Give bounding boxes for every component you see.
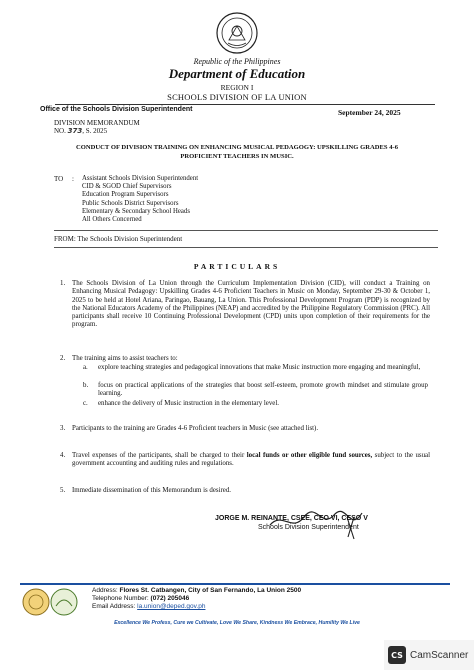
- email-link[interactable]: la.union@deped.gov.ph: [137, 603, 206, 610]
- recipient-item: Education Program Supervisors: [82, 191, 169, 199]
- address-row: [92, 587, 301, 595]
- signatory-title: Schools Division Superintendent: [258, 524, 359, 531]
- aim-text: enhance the delivery of Music instruction in the elementary level.: [98, 400, 280, 407]
- deped-seal-icon: [216, 12, 258, 54]
- aim-letter: c.: [83, 400, 88, 407]
- recipient-list: [82, 175, 198, 224]
- paragraph-1-text: The Schools Division of La Union through the Curriculum Implementation Division (CID), will conduct a Training on Enhancing Musical Pedagogy: Upskilling Grades 4-6 Proficient Teachers in Music on Monday, September 29-30 & October 1, 2025 to be held at Hotel Ariana, Paringao, Bauang, La Union. This Professional Development Program (PDP) is recognized by the National Educators Academy of the Philippines (NEAP) and accredited by the Philippine Regulatory Commission (PRC). All participants shall receive 10 Continuing Professional Development (CPD) units upon completion of their requirements for the program.: [72, 280, 430, 329]
- phone-label: Telephone Number:: [92, 595, 149, 602]
- aim-letter: a.: [83, 364, 88, 371]
- memo-title: DIVISION MEMORANDUM: [54, 119, 140, 127]
- address-label: Address:: [92, 587, 118, 594]
- aim-item: [83, 382, 428, 399]
- recipient-item: Public Schools District Supervisors: [82, 199, 179, 207]
- signatory-name: JORGE M. REINANTE, CSEE, CEO VI, CESO V: [215, 515, 368, 522]
- paragraph-3-text: Participants to the training are Grades 4-6 Proficient teachers in Music (see attached list).: [72, 425, 319, 432]
- paragraph-number: 2.: [60, 355, 66, 362]
- to-label-text: TO: [54, 175, 64, 183]
- from-line: FROM: The Schools Division Superintendent: [54, 235, 183, 243]
- to-colon: :: [71, 175, 74, 183]
- memo-number-handwritten: 373: [67, 127, 83, 135]
- email-label: Email Address:: [92, 603, 136, 610]
- paragraph-3: [60, 425, 430, 433]
- from-divider: [54, 247, 438, 248]
- recipient-item: All Others Concerned: [82, 216, 142, 224]
- camscanner-watermark: [384, 640, 474, 670]
- header-divider: [55, 104, 435, 105]
- memo-date: September 24, 2025: [338, 108, 401, 117]
- paragraph-number: 5.: [60, 487, 66, 494]
- email-row: [92, 603, 301, 611]
- paragraph-number: 4.: [60, 452, 66, 459]
- paragraph-1: [60, 280, 430, 330]
- camscanner-icon: CS: [388, 646, 406, 664]
- paragraph-number: 3.: [60, 425, 66, 432]
- division-header: SCHOOLS DIVISION OF LA UNION: [167, 92, 307, 102]
- paragraph-2: [60, 355, 430, 363]
- aim-item: [83, 400, 428, 408]
- department-header: Department of Education: [168, 66, 306, 81]
- signature-image: [262, 503, 372, 543]
- address-value: Flores St. Catbangen, City of San Fernando, La Union 2500: [119, 587, 302, 594]
- paragraph-number: 1.: [60, 280, 66, 287]
- recipient-item: CID & SGOD Chief Supervisors: [82, 183, 172, 191]
- recipient-item: Assistant Schools Division Superintendent: [82, 175, 199, 182]
- footer-tagline: Excellence We Profess, Cure we Cultivate, Love We Share, Kindness We Embrace, Humility We Live: [114, 620, 360, 626]
- particulars-heading: PARTICULARS: [193, 262, 281, 271]
- paragraph-4: [60, 452, 431, 469]
- memo-series: , S. 2025: [82, 127, 108, 135]
- to-divider: [54, 230, 438, 231]
- region-header: REGION I: [220, 83, 254, 92]
- aim-text: focus on practical applications of the strategies that boost self-esteem, promote growth mindset and stimulate group learning.: [98, 382, 428, 398]
- camscanner-label: CamScanner: [410, 649, 469, 661]
- office-label: Office of the Schools Division Superintendent: [40, 106, 193, 113]
- recipient-item: Elementary & Secondary School Heads: [82, 207, 190, 215]
- memo-number: [54, 127, 107, 135]
- aim-text: explore teaching strategies and pedagogical innovations that make Music instruction more engaging and meaningful,: [98, 364, 421, 371]
- paragraph-2-text: The training aims to assist teachers to:: [72, 355, 178, 362]
- aim-letter: b.: [83, 382, 89, 389]
- paragraph-4-text-a: Travel expenses of the participants, shall be charged to their: [72, 452, 247, 459]
- memo-number-prefix: NO.: [54, 127, 66, 135]
- republic-header: Republic of the Philippines: [193, 57, 281, 66]
- to-label: [54, 175, 74, 183]
- footer-divider: [20, 583, 450, 585]
- memo-subject: CONDUCT OF DIVISION TRAINING ON ENHANCING MUSICAL PEDAGOGY: UPSKILLING GRADES 4-6 PROFICIENT TEACHERS IN MUSIC.: [75, 144, 399, 160]
- phone-row: [92, 595, 301, 603]
- footer-contact: [92, 587, 301, 611]
- paragraph-4-text-b: subject to the usual government accounting and auditing rules and regulations.: [72, 452, 431, 468]
- paragraph-5-text: Immediate dissemination of this Memorandum is desired.: [72, 487, 232, 494]
- paragraph-4-bold: local funds or other eligible fund sources,: [246, 452, 373, 459]
- footer-logos-icon: [22, 586, 78, 618]
- phone-value: (072) 205046: [150, 595, 190, 602]
- aim-item: [83, 364, 428, 372]
- paragraph-5: [60, 487, 430, 495]
